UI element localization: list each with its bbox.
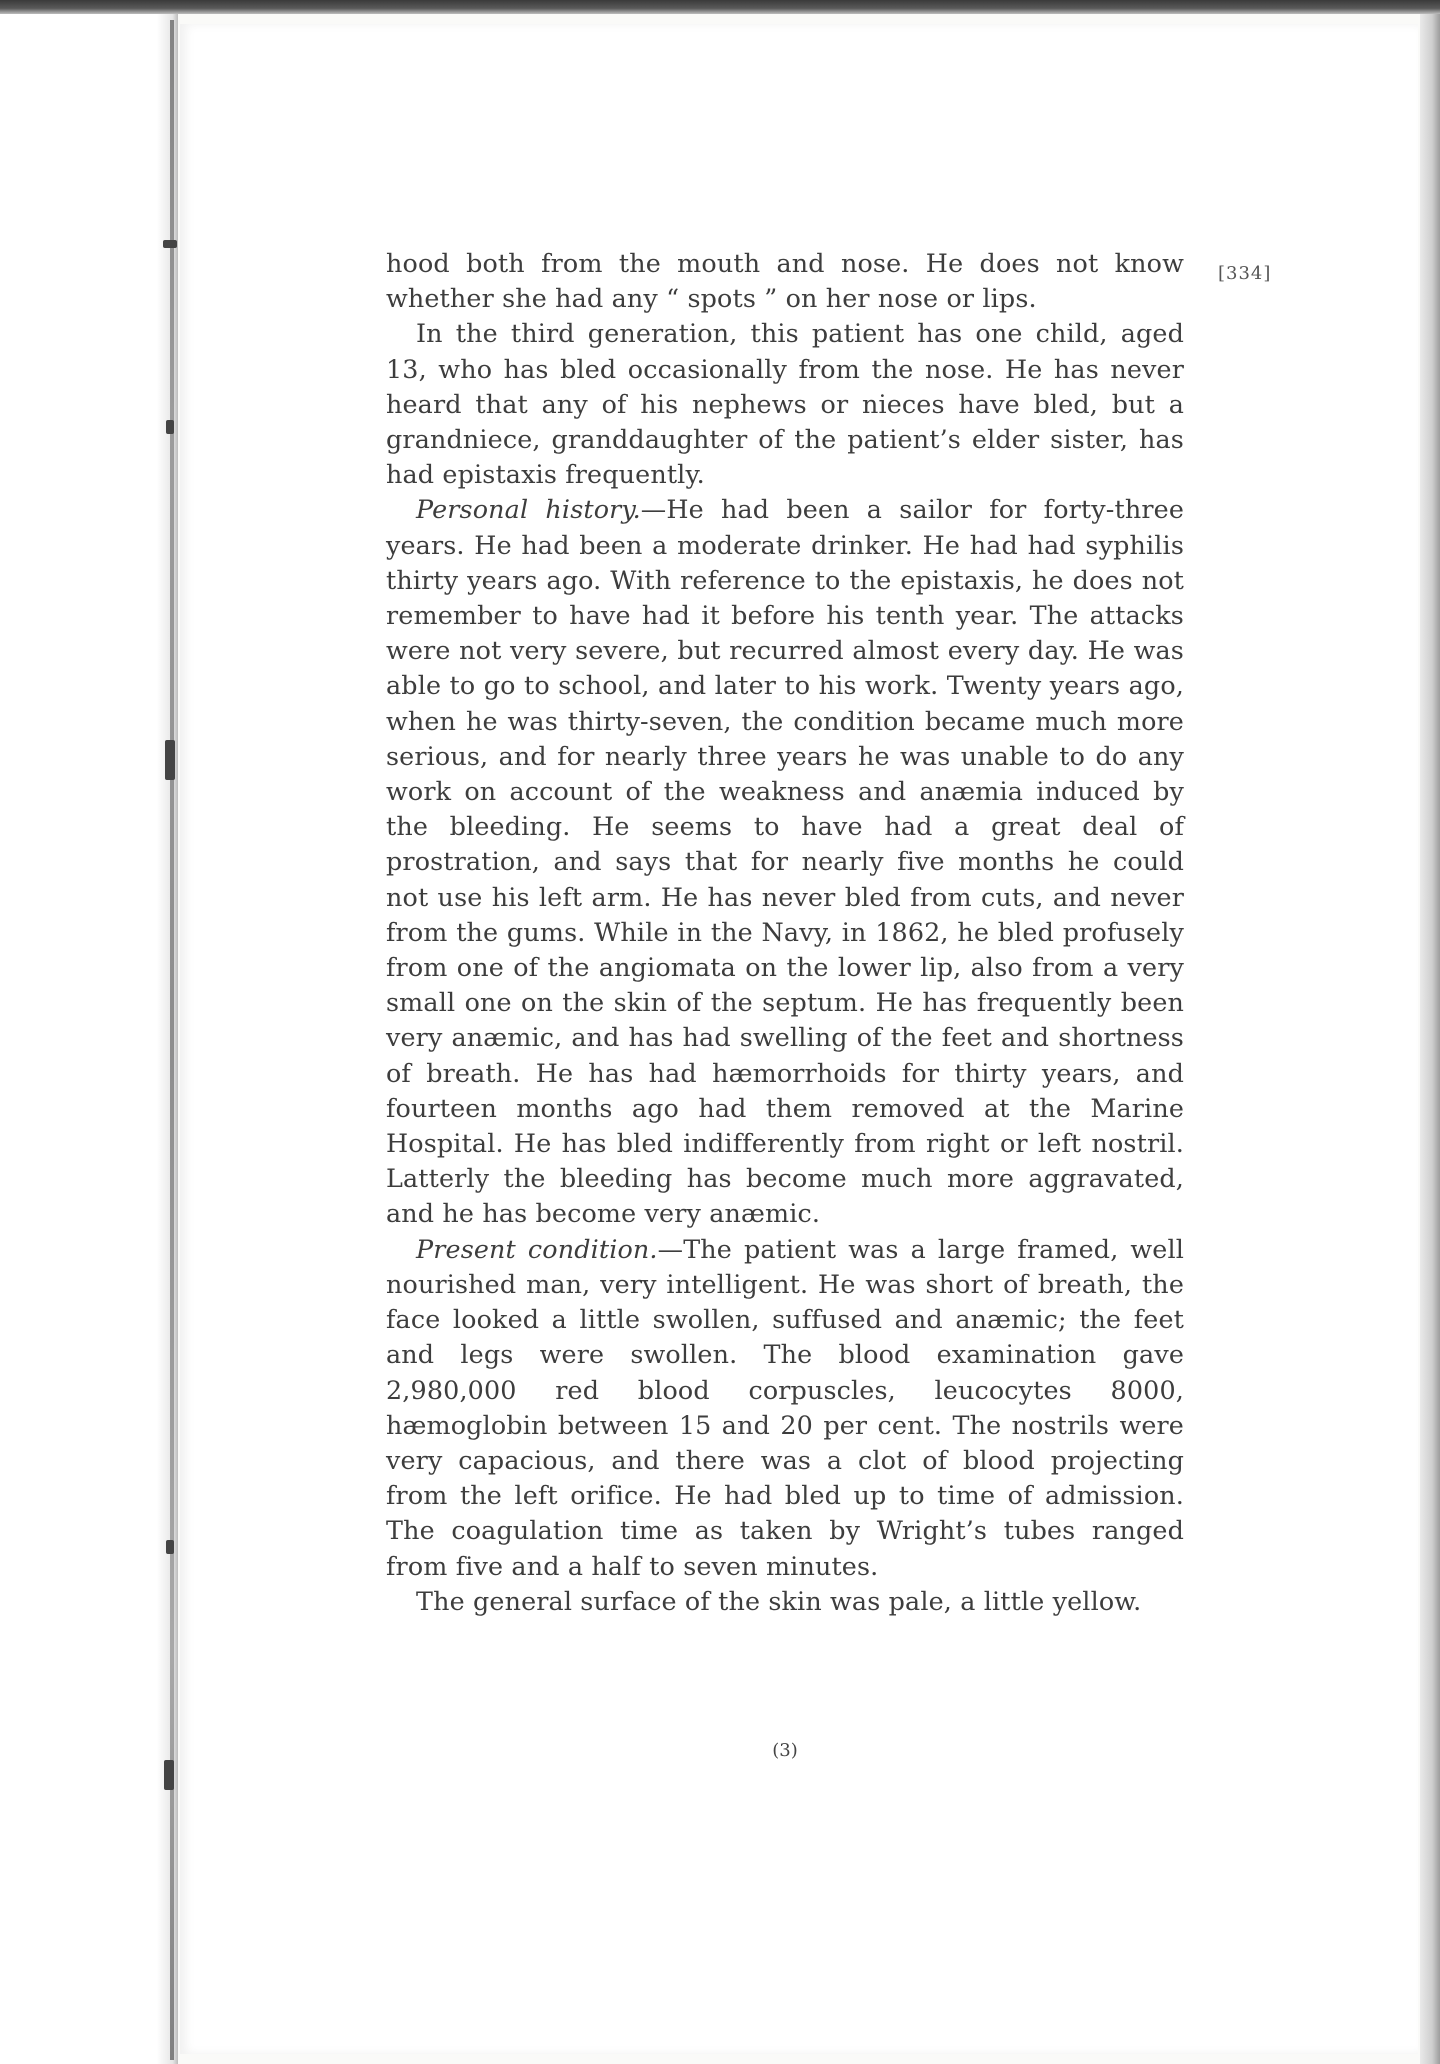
paragraph-personal-history bbox=[386, 492, 1184, 1231]
margin-page-reference: [334] bbox=[1218, 263, 1272, 284]
binding-mark bbox=[165, 740, 175, 780]
body-text bbox=[386, 246, 1184, 1619]
paragraph-continuation: hood both from the mouth and nose. He does not know whether she had any “ spots ” on her nose or lips. bbox=[386, 248, 1184, 314]
paragraph-third-generation: In the third generation, this patient has one child, aged 13, who has bled occasionally from the nose. He has never heard that any of his nephews or nieces have bled, but a grandniece, granddaughter of the patient’s elder sister, has had epistaxis frequently. bbox=[386, 318, 1184, 490]
binding-mark bbox=[166, 1540, 174, 1554]
paragraph-present-condition bbox=[386, 1232, 1184, 1584]
page-number: (3) bbox=[772, 1740, 798, 1761]
section-heading-personal-history: Personal history. bbox=[416, 494, 641, 525]
scanner-top-border bbox=[0, 0, 1440, 14]
paragraph-skin: The general surface of the skin was pale, a little yellow. bbox=[416, 1585, 1142, 1616]
personal-history-text: —He had been a sailor for forty-three years. He had been a moderate drinker. He had had syphilis thirty years ago. With reference to the epistaxis, he does not remember to have had it before his tenth year. The attacks were not very severe, but recurred almost every day. He was able to go to school, and later to his work. Twenty years ago, when he was thirty-seven, the condition became much more serious, and for nearly three years he was unable to do any work on account of the weakness and anæmia induced by the bleeding. He seems to have had a great deal of prostration, and says that for nearly five months he could not use his left arm. He has never bled from cuts, and never from the gums. While in the Navy, in 1862, he bled profusely from one of the angiomata on the lower lip, also from a very small one on the skin of the septum. He has frequently been very anæmic, and has had swelling of the feet and shortness of breath. He has had hæmorrhoids for thirty years, and fourteen months ago had them removed at the Marine Hospital. He has bled indifferently from right or left nostril. Latterly the bleeding has become much more aggravated, and he has become very anæmic. bbox=[386, 494, 1184, 1229]
binding-mark bbox=[163, 240, 177, 248]
binding-mark bbox=[164, 1760, 174, 1790]
section-heading-present-condition: Present condition. bbox=[416, 1233, 658, 1264]
present-condition-text: —The patient was a large framed, well nourished man, very intelligent. He was short of breath, the face looked a little swollen, suffused and anæmic; the feet and legs were swollen. The blood examination gave 2,980,000 red blood corpuscles, leucocytes 8000, hæmoglobin between 15 and 20 per cent. The nostrils were very capacious, and there was a clot of blood projecting from the left orifice. He had bled up to time of admission. The coagulation time as taken by Wright’s tubes ranged from five and a half to seven minutes. bbox=[386, 1233, 1184, 1581]
binding-mark bbox=[166, 420, 174, 434]
